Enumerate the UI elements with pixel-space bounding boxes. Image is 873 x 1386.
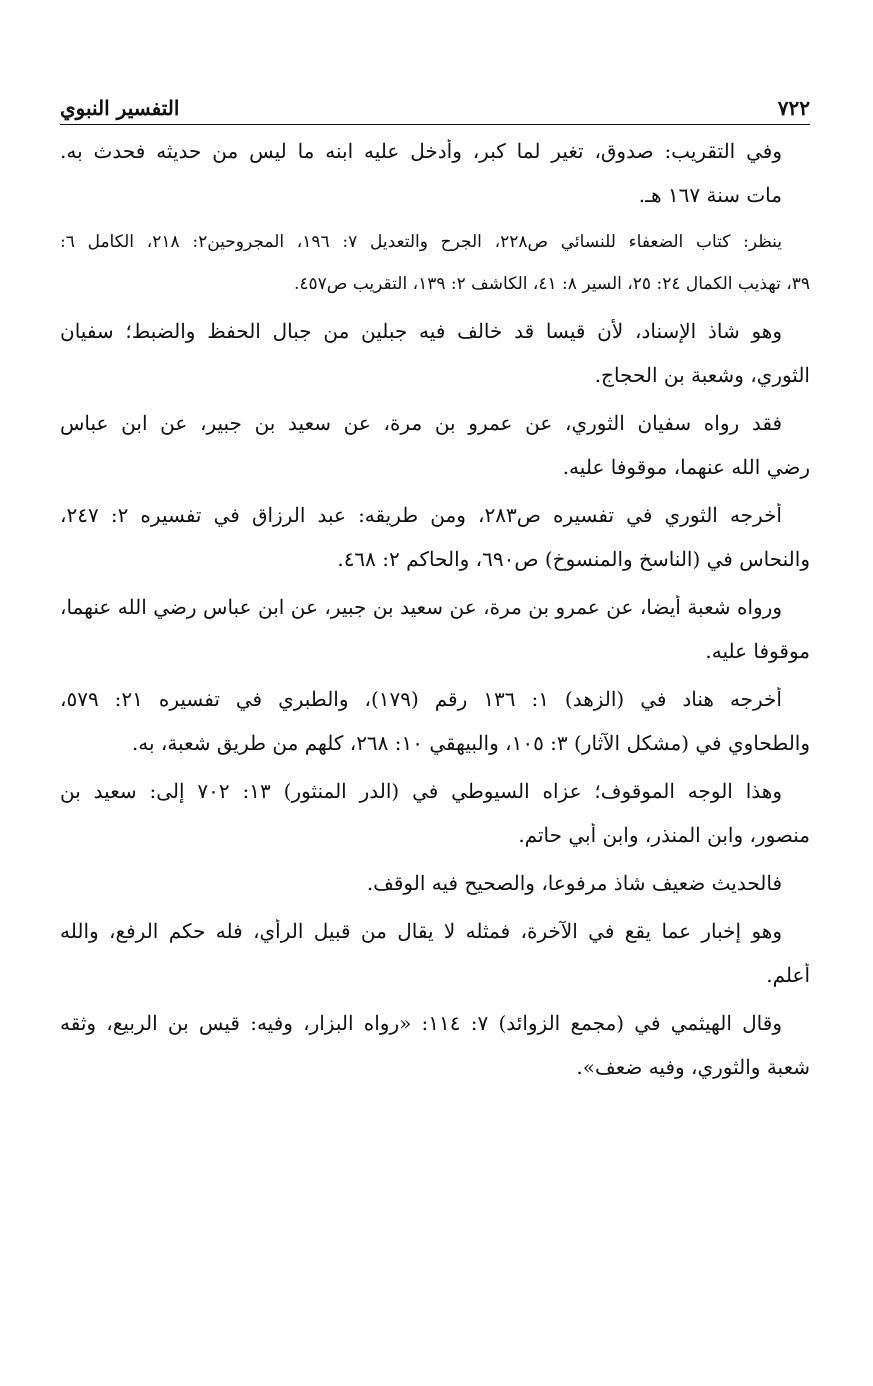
paragraph-raf-ruling — [60, 919, 810, 987]
text-line: والطحاوي في (مشكل الآثار) ٣: ١٠٥، والبيهقي ١٠: ٢٦٨، كلهم من طريق شعبة، به. — [131, 731, 810, 755]
text-line: الثوري، وشعبة بن الحجاج. — [594, 363, 810, 387]
text-line: أعلم. — [766, 963, 810, 987]
paragraph-thawri-narration — [60, 411, 810, 479]
text-line: منصور، وابن المنذر، وابن أبي حاتم. — [518, 823, 810, 847]
text-line: والنحاس في (الناسخ والمنسوخ) ص٦٩٠، والحاكم ٢: ٤٦٨. — [337, 547, 810, 571]
text-line: وهو إخبار عما يقع في الآخرة، فمثله لا يقال من قبيل الرأي، فله حكم الرفع، والله — [60, 919, 782, 943]
paragraph-shadh-isnad — [60, 319, 810, 387]
text-line: فالحديث ضعيف شاذ مرفوعا، والصحيح فيه الوقف. — [366, 871, 782, 895]
document-page — [60, 86, 810, 1346]
paragraph-shuba-narration — [60, 595, 810, 663]
text-line: وفي التقريب: صدوق، تغير لما كبر، وأدخل عليه ابنه ما ليس من حديثه فحدث به. — [60, 139, 782, 163]
page-body — [60, 139, 810, 1079]
text-line: فقد رواه سفيان الثوري، عن عمرو بن مرة، عن سعيد بن جبير، عن ابن عباس — [60, 411, 782, 435]
paragraph-references — [60, 231, 810, 295]
paragraph-suyuti-attribution — [60, 779, 810, 847]
text-line: وهذا الوجه الموقوف؛ عزاه السيوطي في (الدر المنثور) ١٣: ٧٠٢ إلى: سعيد بن — [60, 779, 782, 803]
page-number: ٧٢٢ — [777, 96, 810, 120]
paragraph-haythami-quote — [60, 1011, 810, 1079]
paragraph-ruling — [60, 871, 810, 895]
text-line: مات سنة ١٦٧ هـ. — [638, 183, 782, 207]
text-line: أخرجه الثوري في تفسيره ص٢٨٣، ومن طريقه: عبد الرزاق في تفسيره ٢: ٢٤٧، — [60, 503, 782, 527]
text-line: ينظر: كتاب الضعفاء للنسائي ص٢٢٨، الجرح والتعديل ٧: ١٩٦، المجروحين٢: ٢١٨، الكامل ٦: — [60, 232, 782, 252]
text-line: موقوفا عليه. — [705, 639, 810, 663]
text-line: وهو شاذ الإسناد، لأن قيسا قد خالف فيه جبلين من جبال الحفظ والضبط؛ سفيان — [60, 319, 782, 343]
text-line: وقال الهيثمي في (مجمع الزوائد) ٧: ١١٤: «رواه البزار، وفيه: قيس بن الربيع، وثقه — [60, 1011, 782, 1035]
text-line: ورواه شعبة أيضا، عن عمرو بن مرة، عن سعيد بن جبير، عن ابن عباس رضي الله عنهما، — [60, 595, 782, 619]
text-line: رضي الله عنهما، موقوفا عليه. — [562, 455, 810, 479]
text-line: شعبة والثوري، وفيه ضعف». — [576, 1055, 810, 1079]
paragraph-tahdhib-note — [60, 139, 810, 207]
paragraph-hannad-takhrij — [60, 687, 810, 755]
paragraph-thawri-takhrij — [60, 503, 810, 571]
page-header — [60, 86, 810, 125]
running-title: التفسير النبوي — [60, 96, 180, 120]
text-line: ٣٩، تهذيب الكمال ٢٤: ٢٥، السير ٨: ٤١، الكاشف ٢: ١٣٩، التقريب ص٤٥٧. — [293, 274, 810, 294]
text-line: أخرجه هناد في (الزهد) ١: ١٣٦ رقم (١٧٩)، والطبري في تفسيره ٢١: ٥٧٩، — [60, 687, 782, 711]
